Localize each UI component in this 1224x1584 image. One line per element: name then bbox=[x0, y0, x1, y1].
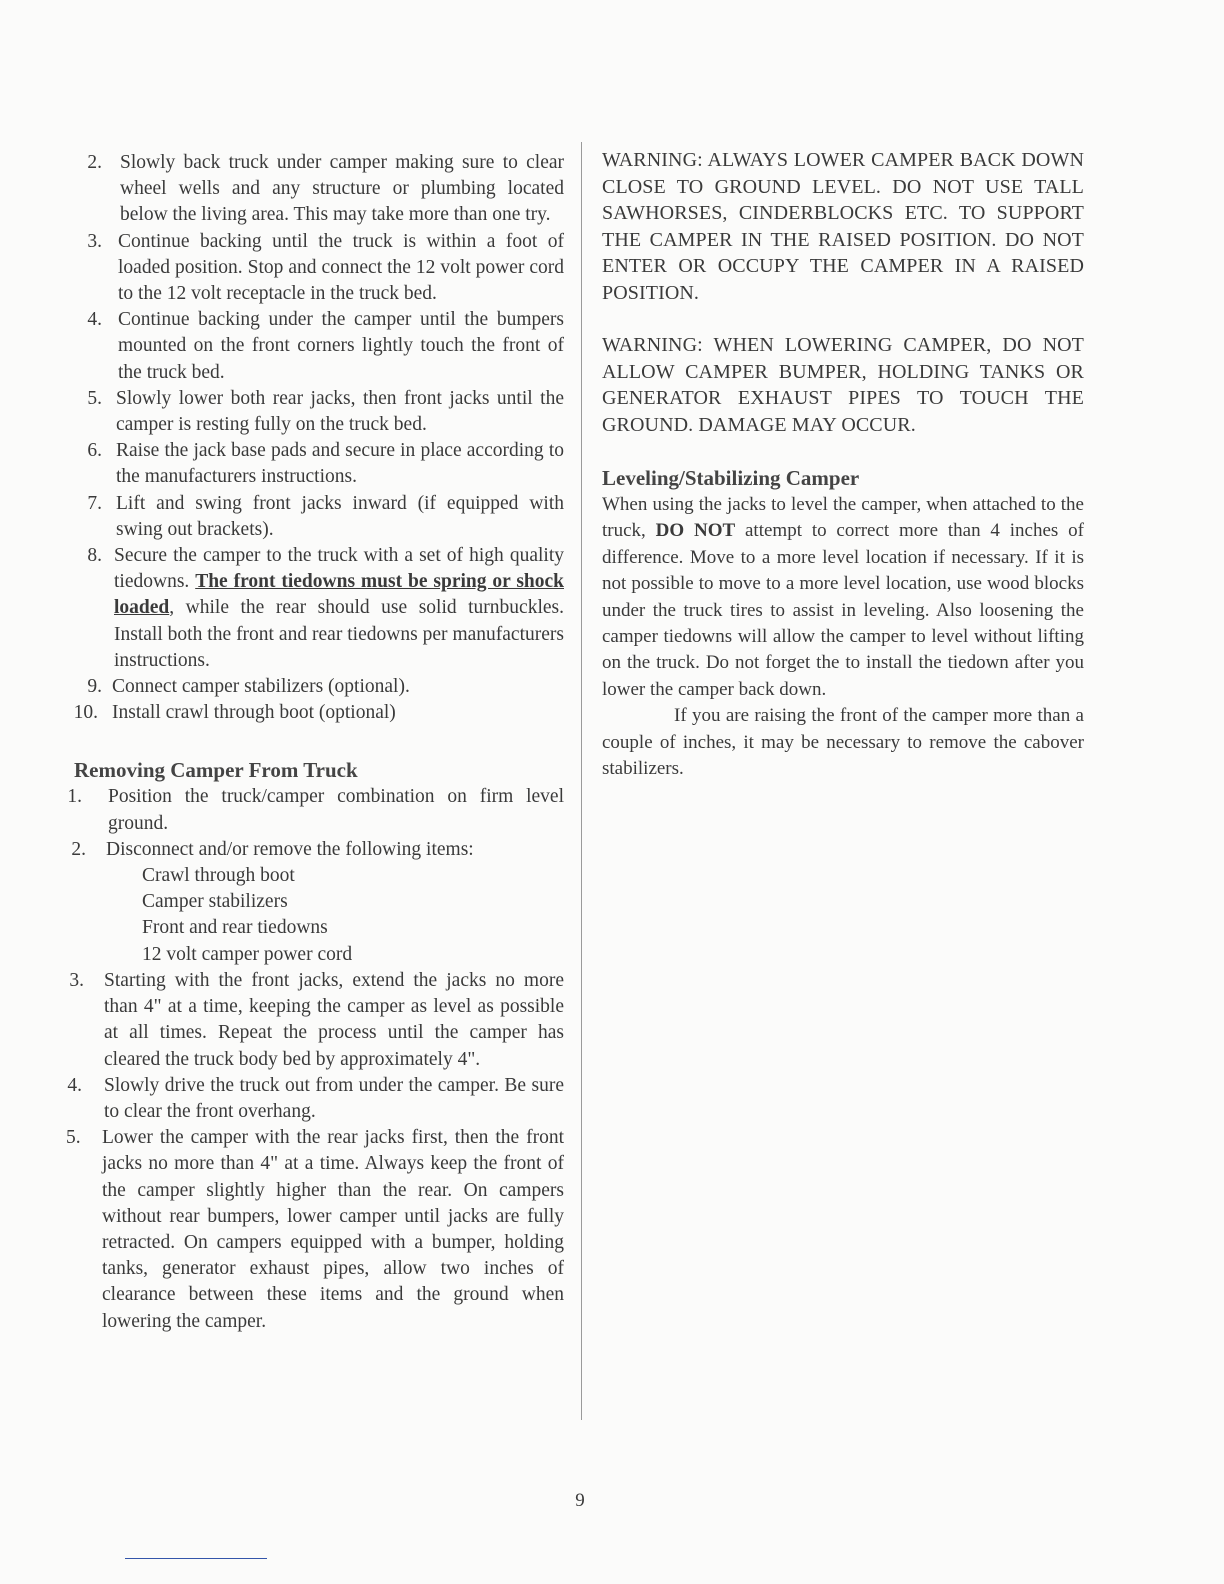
step-number: 6. bbox=[87, 440, 102, 462]
installation-steps bbox=[66, 150, 564, 726]
step-text: Continue backing until the truck is within a foot of loaded position. Stop and connect the 12 volt power cord to the 12 volt receptacle in the truck bed. bbox=[118, 230, 564, 305]
list-item bbox=[142, 942, 564, 968]
warning-text: WHEN LOWERING CAMPER, DO NOT ALLOW CAMPER BUMPER, HOLDING TANKS OR GENERATOR EXHAUST PIPES TO TOUCH THE GROUND. DAMAGE MAY OCCUR. bbox=[602, 334, 1084, 436]
step-text: Continue backing under the camper until the bumpers mounted on the front corners lightly touch the front of the truck bed. bbox=[118, 309, 564, 383]
step-number: 8. bbox=[87, 545, 102, 567]
step-text: Slowly back truck under camper making sure to clear wheel wells and any structure or plumbing located below the living area. This may take more than one try. bbox=[120, 152, 564, 226]
list-item bbox=[66, 307, 564, 386]
step-number: 2. bbox=[87, 152, 102, 173]
list-item bbox=[66, 1073, 564, 1125]
cabover-paragraph: If you are raising the front of the camper more than a couple of inches, it may be necessary to remove the cabover stabilizers. bbox=[602, 705, 1084, 780]
step-text: Raise the jack base pads and secure in place according to the manufacturers instructions. bbox=[116, 440, 564, 488]
step-number: 5. bbox=[66, 1127, 81, 1149]
emphasis-text: DO NOT bbox=[655, 520, 736, 542]
footer-rule bbox=[125, 1558, 267, 1559]
step-number: 10. bbox=[73, 702, 98, 724]
right-column bbox=[602, 147, 1084, 782]
warning-text: ALWAYS LOWER CAMPER BACK DOWN CLOSE TO GROUND LEVEL. DO NOT USE TALL SAWHORSES, CINDERBLOCKS ETC. TO SUPPORT THE CAMPER IN THE RAISED POSITION. DO NOT ENTER OR OCCUPY THE CAMPER IN A RAISED POSITION. bbox=[602, 149, 1084, 304]
step-text: Lift and swing front jacks inward (if equipped with swing out brackets). bbox=[116, 492, 564, 540]
item-tiedowns: Front and rear tiedowns bbox=[142, 917, 328, 939]
step-text-before: Secure the camper to the truck with a set of high quality tiedowns. bbox=[114, 545, 564, 593]
step-text: Slowly drive the truck out from under the camper. Be sure to clear the front overhang. bbox=[104, 1074, 564, 1122]
step-number: 7. bbox=[87, 492, 102, 514]
leveling-paragraph bbox=[602, 492, 1084, 703]
list-item bbox=[142, 863, 564, 889]
warning-label: WARNING: bbox=[602, 334, 703, 356]
page-number: 9 bbox=[575, 1490, 585, 1511]
warning-block bbox=[602, 147, 1084, 306]
section-heading-removing: Removing Camper From Truck bbox=[74, 758, 358, 783]
emphasis-text: The front tiedowns must be spring or shock loaded bbox=[114, 571, 564, 619]
list-item bbox=[66, 784, 564, 836]
warning-label: WARNING: bbox=[602, 149, 703, 171]
step-number: 9. bbox=[87, 676, 102, 698]
list-item bbox=[142, 915, 564, 941]
list-item bbox=[66, 674, 564, 700]
step-text: Starting with the front jacks, extend the jacks no more than 4" at a time, keeping the camper as level as possible at all times. Repeat the process until the camper has cleared the truck body bed by approximately 4". bbox=[104, 969, 564, 1070]
removal-steps bbox=[66, 784, 564, 1334]
list-item bbox=[66, 968, 564, 1073]
column-divider bbox=[581, 142, 582, 1420]
step-number: 5. bbox=[87, 387, 102, 409]
left-column bbox=[66, 150, 564, 1335]
step-text bbox=[114, 543, 564, 674]
step-number: 3. bbox=[87, 230, 102, 252]
list-item bbox=[66, 386, 564, 438]
list-item bbox=[142, 889, 564, 915]
step-text: Connect camper stabilizers (optional). bbox=[112, 676, 410, 698]
leveling-text-after: attempt to correct more than 4 inches of difference. Move to a more level location if necessary. If it is not possible to move to a more level location, use wood blocks under the truck tires to assist in leveling. Also loosening the camper tiedowns will allow the camper to level without lifting on the truck. Do not forget the to install the tiedown after you lower the camper back down. bbox=[602, 520, 1084, 700]
step-number: 4. bbox=[67, 1074, 82, 1096]
step-number: 3. bbox=[69, 969, 84, 991]
list-item bbox=[66, 837, 564, 863]
leveling-text-before: When using the jacks to level the camper, when attached to the truck, bbox=[602, 494, 1084, 542]
step-text: Position the truck/camper combination on firm level ground. bbox=[108, 786, 564, 834]
step-text: Slowly lower both rear jacks, then front jacks until the camper is resting fully on the truck bed. bbox=[116, 387, 564, 436]
step-number: 1. bbox=[67, 786, 82, 808]
step-number: 4. bbox=[87, 309, 102, 331]
list-item bbox=[66, 150, 564, 229]
step-number: 2. bbox=[71, 838, 86, 860]
list-item bbox=[66, 1125, 564, 1335]
list-item bbox=[66, 491, 564, 543]
step-text: Lower the camper with the rear jacks first, then the front jacks no more than 4" at a time. Always keep the front of the camper slightly higher than the rear. On campers without rear bumpers, lower camper until jacks are fully retracted. On campers equipped with a bumper, holding tanks, generator exhaust pipes, allow two inches of clearance between these items and the ground when lowering the camper. bbox=[102, 1127, 564, 1332]
step-text: Install crawl through boot (optional) bbox=[112, 702, 396, 724]
item-power-cord: 12 volt camper power cord bbox=[142, 943, 353, 965]
warning-block bbox=[602, 332, 1084, 438]
list-item bbox=[66, 700, 564, 726]
step-text-after: , while the rear should use solid turnbuckles. Install both the front and rear tiedowns per manufacturers instructions. bbox=[114, 597, 564, 671]
list-item bbox=[66, 229, 564, 308]
list-item bbox=[66, 438, 564, 490]
step-text: Disconnect and/or remove the following items: bbox=[106, 838, 474, 860]
section-heading-leveling: Leveling/Stabilizing Camper bbox=[602, 466, 860, 490]
item-stabilizers: Camper stabilizers bbox=[142, 891, 288, 913]
item-crawl-boot: Crawl through boot bbox=[142, 865, 295, 887]
list-item bbox=[66, 543, 564, 674]
